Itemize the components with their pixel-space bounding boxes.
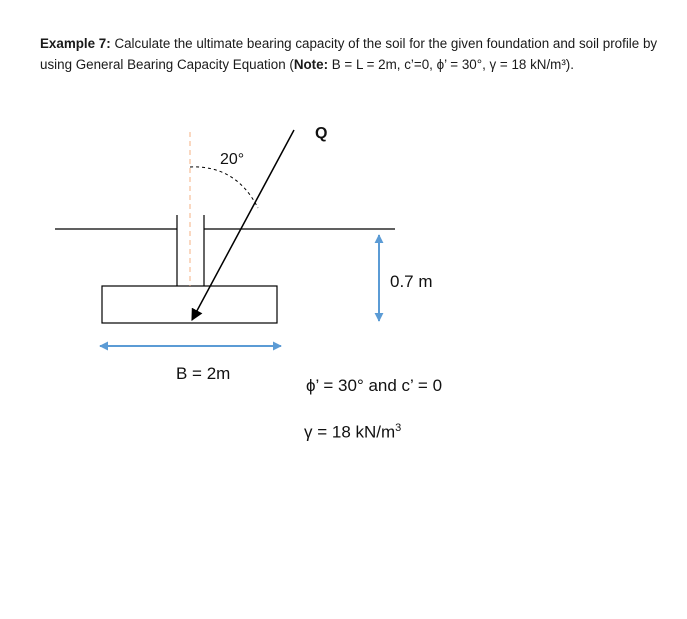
footing xyxy=(102,286,277,323)
soil-properties-line1: ϕ’ = 30° and c’ = 0 xyxy=(306,376,443,395)
width-label: B = 2m xyxy=(176,364,231,383)
example-label: Example 7: xyxy=(40,36,111,51)
soil-gamma-superscript: 3 xyxy=(395,422,402,434)
note-label: Note: xyxy=(293,57,329,72)
depth-label: 0.7 m xyxy=(390,272,433,291)
soil-unit-weight xyxy=(304,422,401,443)
note-text: B = L = 2m, c’=0, ϕ’ = 30°, γ = 18 kN/m³). xyxy=(328,57,574,72)
soil-gamma-text: γ = 18 kN/m xyxy=(304,422,396,442)
load-label: Q xyxy=(315,125,328,142)
problem-text: Calculate the ultimate bearing capacity of the soil for the given foundation and soil profile by using General Bearing Capacity Equation ( xyxy=(40,36,658,72)
angle-arc xyxy=(190,167,258,208)
angle-label: 20° xyxy=(220,151,245,168)
